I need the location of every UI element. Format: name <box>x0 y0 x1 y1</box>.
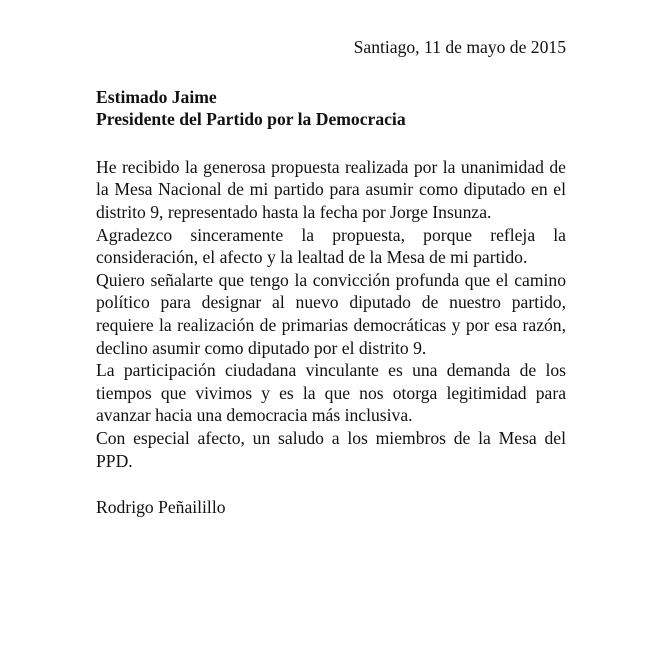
paragraph-decline: Quiero señalarte que tengo la convicción profunda que el camino político para designar al nuevo diputado de nuestro partido, requiere la realización de primarias democráticas y por esa razón, declino asumir como diputado por el distrito 9. <box>96 269 566 358</box>
letter-heading <box>96 86 566 131</box>
letter-body <box>96 156 566 472</box>
letter <box>96 36 566 519</box>
paragraph-closing: Con especial afecto, un saludo a los miembros de la Mesa del PPD. <box>96 427 566 471</box>
paragraph-gratitude: Agradezco sinceramente la propuesta, porque refleja la consideración, el afecto y la lealtad de la Mesa de mi partido. <box>96 224 566 268</box>
signature: Rodrigo Peñailillo <box>96 497 226 518</box>
paragraph-participation: La participación ciudadana vinculante es una demanda de los tiempos que vivimos y es la que nos otorga legitimidad para avanzar hacia una democracia más inclusiva. <box>96 360 566 426</box>
paragraph-proposal: He recibido la generosa propuesta realizada por la unanimidad de la Mesa Nacional de mi partido para asumir como diputado en el distrito 9, representado hasta la fecha por Jorge Insunza. <box>96 156 566 222</box>
addressee-title: Presidente del Partido por la Democracia <box>96 109 406 130</box>
salutation: Estimado Jaime <box>96 86 217 107</box>
letter-date: Santiago, 11 de mayo de 2015 <box>353 37 566 57</box>
